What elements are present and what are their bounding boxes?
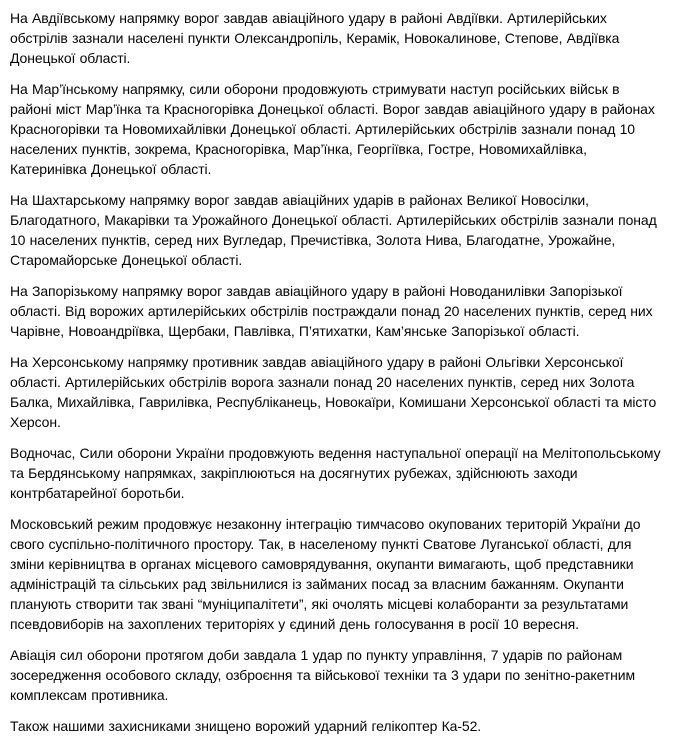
paragraph-shakhtarsk-direction: На Шахтарському напрямку ворог завдав авіаційних ударів в районах Великої Новосілки, Благодатного, Макарівки та Урожайного Донецької області. Артилерійських обстрілів зазнали понад 10 населених пунктів, серед них Вугледар, Пречистівка, Золота Нива, Благодатне, Урожайне, Старомайорське Донецької області.: [10, 192, 657, 268]
paragraph-marinka-direction: На Мар’їнському напрямку, сили оборони продовжують стримувати наступ російських військ в районі міст Мар’їнка та Красногорівка Донецької області. Ворог завдав авіаційного удару в районах Красногорівки та Новомихайлівки Донецької області. Артилерійських обстрілів зазнали понад 10 населених пунктів, зокрема, Красногорівка, Мар’їнка, Георгіївка, Гостре, Новомихайлівка, Катеринівка Донецької області.: [10, 81, 655, 177]
paragraph-occupied-territories: Московський режим продовжує незаконну інтеграцію тимчасово окупованих територій України до свого суспільно-політичного простору. Так, в населеному пункті Сватове Луганської області, для зміни керівництва в органах місцевого самоврядування, окупанти вимагають, щоб представники адміністрацій та сільських рад звільнилися із займаних посад за власним бажанням. Окупанти планують створити так звані “муніципалітети”, які очолять місцеві колаборанти за результатами псевдовиборів на захоплених територіях у єдиний день голосування в росії 10 вересня.: [10, 516, 641, 632]
paragraph-aviation-strikes: Авіація сил оборони протягом доби завдала 1 удар по пункту управління, 7 ударів по районам зосередження особового складу, озброєння та військової техніки та 3 удари по зенітно-ракетним комплексам противника.: [10, 647, 635, 703]
paragraph-ka52-destroyed: Також нашими захисниками знищено ворожий ударний гелікоптер Ка-52.: [10, 718, 482, 734]
paragraph-zaporizhzhia-direction: На Запорізькому напрямку ворог завдав авіаційного удару в районі Новоданилівки Запорізької області. Від ворожих артилерійських обстрілів постраждали понад 20 населених пунктів, серед них Чарівне, Новоандріївка, Щербаки, Павлівка, П’ятихатки, Кам’янське Запорізької області.: [10, 283, 653, 339]
paragraph-avdiivka-direction: На Авдіївському напрямку ворог завдав авіаційного удару в районі Авдіївки. Артилерійських обстрілів зазнали населені пункти Олександропіль, Керамік, Новокалинове, Степове, Авдіївка Донецької області.: [10, 10, 620, 66]
paragraph-offensive-operation: Водночас, Сили оборони України продовжують ведення наступальної операції на Мелітопольському та Бердянському напрямках, закріплюються на досягнутих рубежах, здійснюють заходи контрбатарейної боротьби.: [10, 445, 661, 501]
paragraph-kherson-direction: На Херсонському напрямку противник завдав авіаційного удару в районі Ольгівки Херсонської області. Артилерійських обстрілів ворога зазнали понад 20 населених пунктів, серед них Золота Балка, Михайлівка, Гаврилівка, Республіканець, Новокаїри, Комишани Херсонської області та місто Херсон.: [10, 354, 657, 430]
